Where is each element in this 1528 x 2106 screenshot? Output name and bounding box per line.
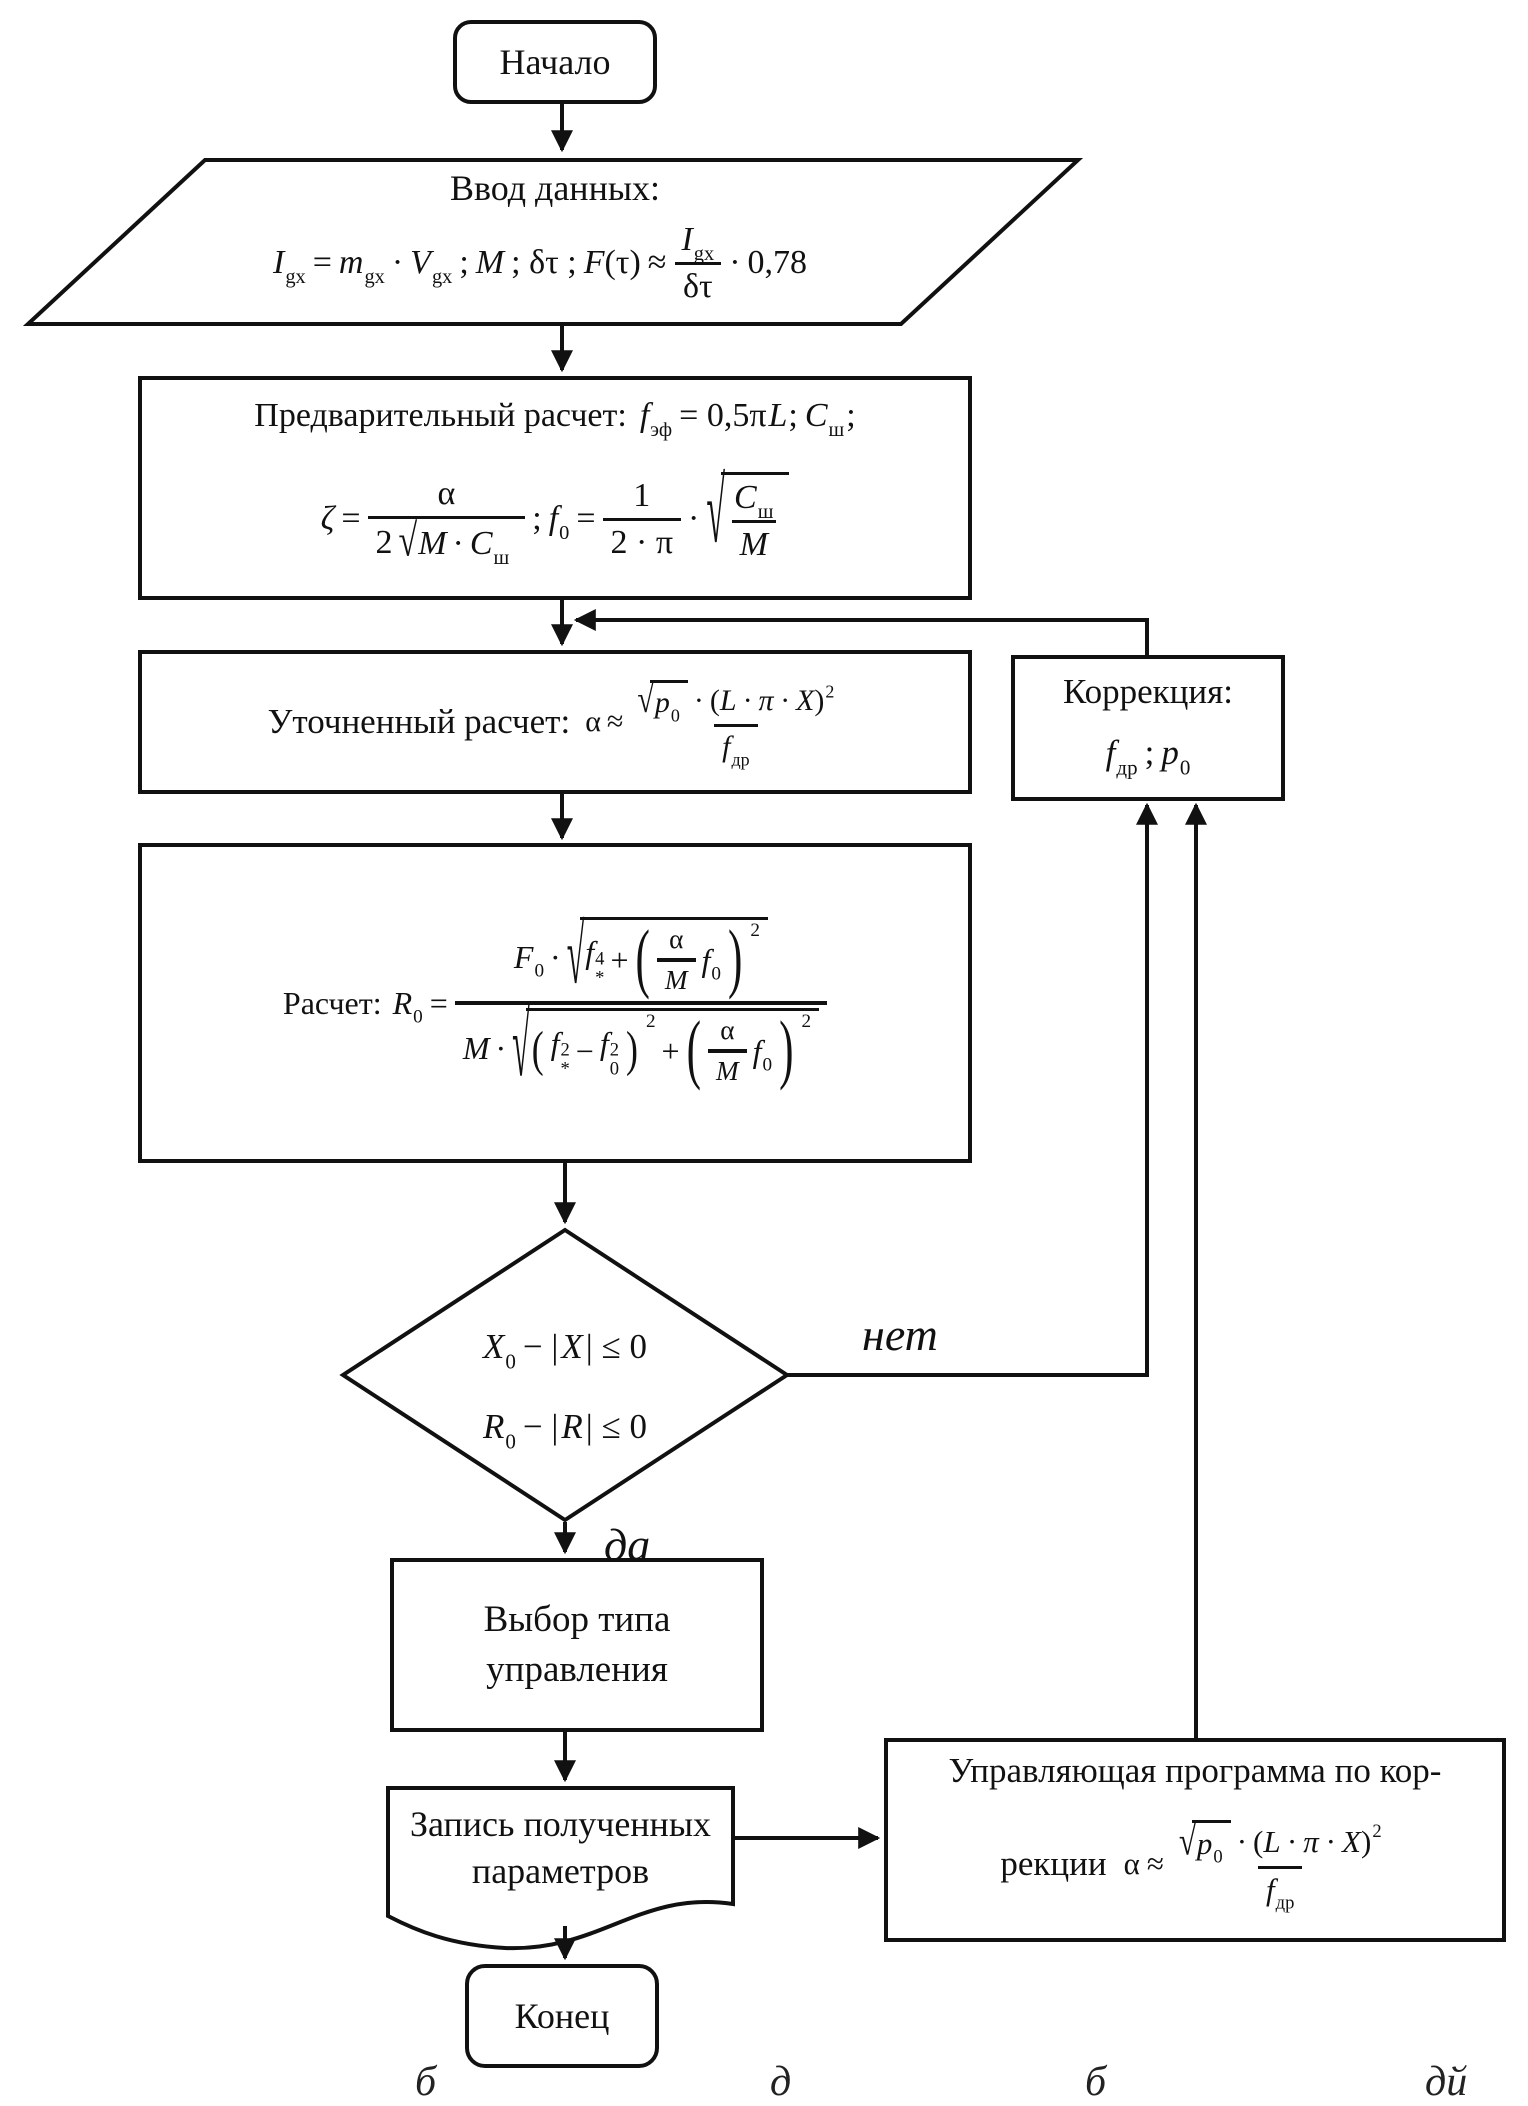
choose-control-label: Выбор типа управления <box>483 1599 671 1690</box>
decision-line1: X 0 − | X | ≤ 0 <box>483 1327 647 1374</box>
yes-branch-label: да <box>604 1519 651 1570</box>
radical-sign: √ <box>512 993 530 1095</box>
calc-num-radical: √ f 4 * + ( α M f 0 ) 2 <box>567 917 768 998</box>
control-program-line1: Управляющая программа по кор- <box>948 1751 1442 1790</box>
caption-fragment: дй <box>1425 2059 1468 2105</box>
radical-sign: √ <box>637 677 654 721</box>
calc-main-fraction: F 0 · √ f 4 * + ( α M f 0 ) 2 M · √ ( f 2 * − f 2 0 ) 2 + ( α M f 0 ) 2 <box>455 916 827 1090</box>
radical-sign: √ <box>566 906 585 1001</box>
arrow-correction-feedback <box>576 620 1147 655</box>
control-program-formula: рекции α ≈ √ p 0 · ( L · π · X ) 2 f др <box>1000 1818 1382 1914</box>
calc-row: Расчет: R 0 = F 0 · √ f 4 * + ( α M f 0 ) 2 M · √ ( f 2 * − f 2 0 ) 2 + ( α M f 0 ) 2 <box>148 850 962 1156</box>
one-over-2pi: $\frac{1}{2 \cdot \pi}$ <box>603 476 682 563</box>
end-label: Конец <box>514 1996 610 2036</box>
record-params-label: Запись полученных параметров <box>409 1804 712 1891</box>
input-fraction: I gx δτ <box>673 220 722 307</box>
caption-fragment: б <box>1085 2059 1107 2105</box>
calc-den-radical: √ ( f 2 * − f 2 0 ) 2 + ( α M f 0 ) 2 <box>512 1008 819 1089</box>
radical-sign: √ <box>1178 1818 1196 1864</box>
preliminary-line2: ζ = α 2 √ M · C ш ; f 0 = $\frac{1}{2 \cdot \pi}$ · √ C ш M <box>148 448 962 590</box>
caption-fragment: д <box>770 2059 792 2105</box>
zeta-fraction: α 2 √ M · C ш <box>368 474 526 565</box>
radical-csh-over-m: √ C ш M <box>706 472 789 566</box>
refined-row: Уточненный расчет: α ≈ √ p 0 · ( L · π · X ) 2 f др <box>148 656 962 788</box>
data-input-title: Ввод данных: <box>449 168 661 208</box>
cropped-caption-strip <box>0 2058 1528 2105</box>
radical-m-csh: √ M · C ш <box>398 515 510 569</box>
correction-title: Коррекция: <box>1063 672 1233 711</box>
decision-line2: R 0 − | R | ≤ 0 <box>483 1407 647 1454</box>
start-label: Начало <box>499 42 611 82</box>
radical-sign: √ <box>706 463 726 563</box>
data-input-formula: I gx = m gx · V gx ; M ; δτ ; F (τ) ≈ I gx δτ · 0,78 <box>272 220 808 305</box>
preliminary-line1: Предварительный расчет: f эф = 0,5π L ; C ш ; <box>254 397 856 442</box>
refined-formula: α ≈ √ p 0 · ( L · π · X ) 2 f др <box>585 677 835 770</box>
correction-formula: f др ; p 0 <box>1105 733 1191 780</box>
caption-fragment: б <box>415 2059 437 2105</box>
no-branch-label: нет <box>862 1309 938 1360</box>
radical-sign: √ <box>398 515 418 566</box>
